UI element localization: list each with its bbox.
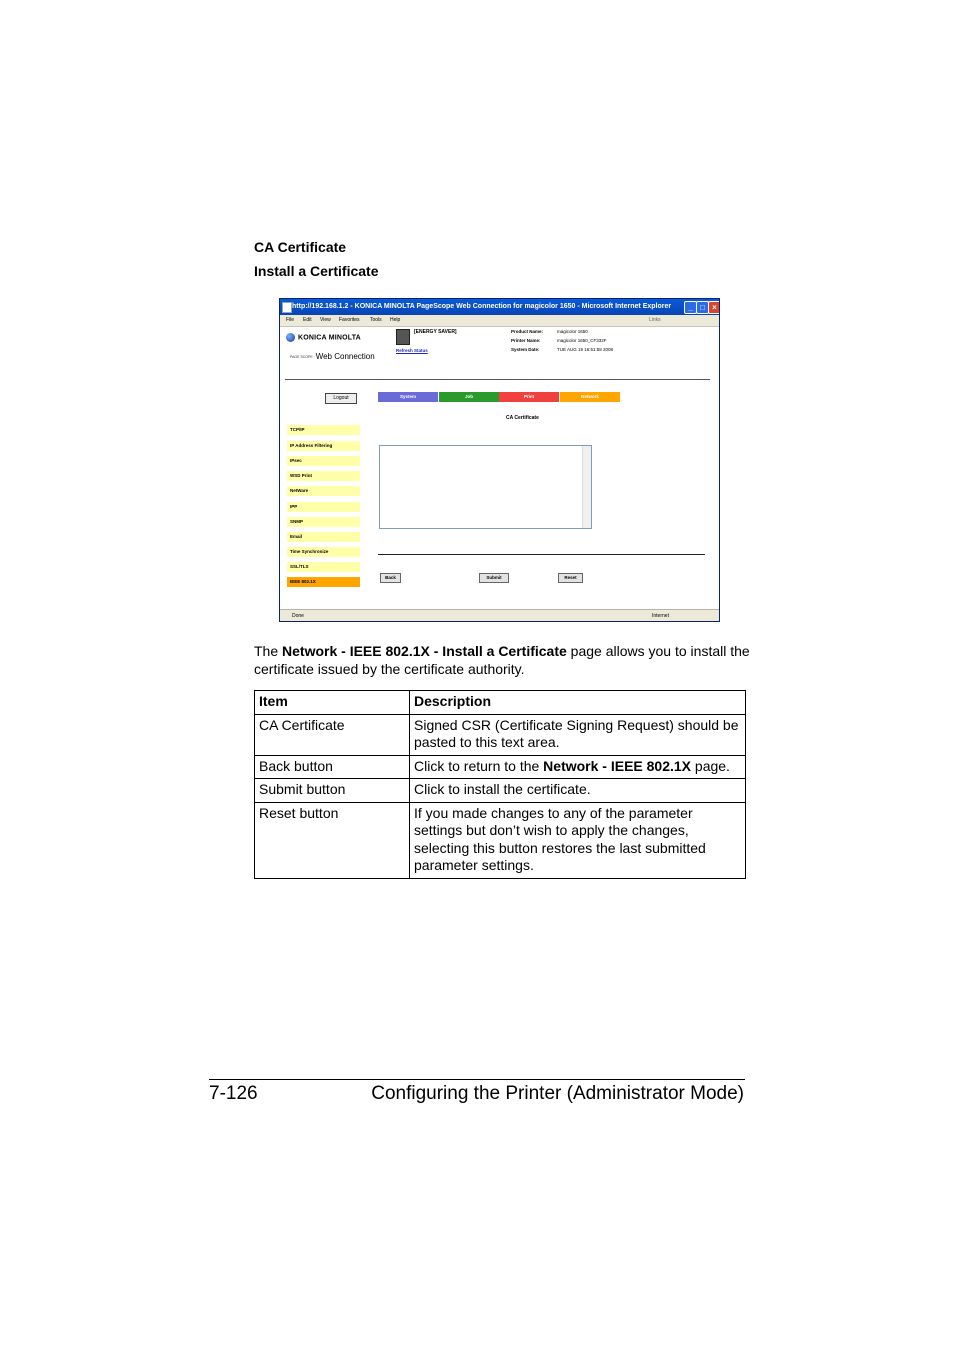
table-cell-item: Back button xyxy=(255,755,410,779)
table-cell-item: CA Certificate xyxy=(255,714,410,755)
menu-favorites[interactable]: Favorites xyxy=(339,317,360,323)
logout-button[interactable]: Logout xyxy=(325,393,357,404)
maximize-icon[interactable]: □ xyxy=(696,301,709,314)
printer-name-row: Printer Name: magicolor 1650_CF332F xyxy=(511,338,607,343)
sidebar-item-ip-address-filtering[interactable]: IP Address Filtering xyxy=(287,441,360,451)
sidebar-item-tcpip[interactable]: TCP/IP xyxy=(287,425,360,435)
description-paragraph: The Network - IEEE 802.1X - Install a Certificate page allows you to install the certificate issued by the certificate authority. xyxy=(254,643,750,677)
textarea-scrollbar[interactable] xyxy=(582,446,591,528)
pagescope-mark: PAGE SCOPE xyxy=(290,354,313,359)
konica-minolta-logo: KONICA MINOLTA xyxy=(286,333,361,342)
status-done: Done xyxy=(292,613,304,619)
tab-system[interactable]: System xyxy=(378,392,438,402)
sidebar-item-wsd-print[interactable]: WSD Print xyxy=(287,471,360,481)
window-title: http://192.168.1.2 - KONICA MINOLTA PageScope Web Connection for magicolor 1650 - Microsoft Internet Explorer xyxy=(292,303,672,310)
footer-rule xyxy=(209,1079,745,1080)
back-button[interactable]: Back xyxy=(380,573,401,583)
table-row xyxy=(255,779,746,803)
links-label[interactable]: Links xyxy=(649,317,661,323)
tab-job[interactable]: Job xyxy=(439,392,499,402)
tab-network[interactable]: Network xyxy=(560,392,620,402)
reset-button[interactable]: Reset xyxy=(558,573,583,583)
status-bar xyxy=(280,609,719,622)
table-cell-description: Click to install the certificate. xyxy=(410,779,746,803)
system-date-row: System Date: TUE AUG 19 16:51:58 2008 xyxy=(511,347,614,352)
sidebar-item-time-synchronize[interactable]: Time Synchronize xyxy=(287,547,360,557)
globe-icon xyxy=(286,333,295,342)
refresh-status-link[interactable]: Refresh Status xyxy=(396,348,428,353)
ca-certificate-textarea[interactable] xyxy=(379,445,592,529)
description-table xyxy=(254,690,746,879)
sidebar-item-email[interactable]: Email xyxy=(287,532,360,542)
close-icon[interactable]: × xyxy=(708,301,720,314)
table-cell-item: Submit button xyxy=(255,779,410,803)
energy-saver-status: [ENERGY SAVER] xyxy=(414,329,457,335)
menu-tools[interactable]: Tools xyxy=(370,317,382,323)
menu-bar xyxy=(280,315,719,327)
table-row xyxy=(255,802,746,878)
header-divider xyxy=(285,379,710,380)
menu-edit[interactable]: Edit xyxy=(303,317,312,323)
footer-title: Configuring the Printer (Administrator Mode) xyxy=(371,1083,744,1104)
column-header-description: Description xyxy=(410,691,746,715)
subsection-heading: Install a Certificate xyxy=(254,263,379,279)
table-cell-description: Click to return to the Network - IEEE 802.1X page. xyxy=(410,755,746,779)
sidebar-item-netware[interactable]: NetWare xyxy=(287,486,360,496)
column-header-item: Item xyxy=(255,691,410,715)
table-header-row xyxy=(255,691,746,715)
sidebar-item-ieee-8021x[interactable]: IEEE 802.1X xyxy=(287,577,360,587)
status-zone: Internet xyxy=(652,613,669,619)
menu-view[interactable]: View xyxy=(320,317,331,323)
table-row xyxy=(255,714,746,755)
ie-icon xyxy=(282,302,292,313)
page-number: 7-126 xyxy=(209,1083,258,1104)
table-cell-description: Signed CSR (Certificate Signing Request) should be pasted to this text area. xyxy=(410,714,746,755)
sidebar-item-ssl-tls[interactable]: SSL/TLS xyxy=(287,562,360,572)
section-heading: CA Certificate xyxy=(254,239,347,255)
submit-button[interactable]: Submit xyxy=(479,573,509,583)
menu-file[interactable]: File xyxy=(286,317,295,323)
printer-icon xyxy=(396,329,410,345)
table-row xyxy=(255,755,746,779)
page-title: CA Certificate xyxy=(506,415,539,421)
table-cell-item: Reset button xyxy=(255,802,410,878)
menu-help[interactable]: Help xyxy=(390,317,401,323)
window-titlebar xyxy=(280,299,719,315)
table-cell-description: If you made changes to any of the parameter settings but don’t wish to apply the changes, selecting this button restores the last submitted parameter settings. xyxy=(410,802,746,878)
sidebar-item-ipp[interactable]: IPP xyxy=(287,502,360,512)
tab-print[interactable]: Print xyxy=(499,392,559,402)
sidebar-item-ipsec[interactable]: IPsec xyxy=(287,456,360,466)
product-name-row: Product Name: magicolor 1650 xyxy=(511,329,588,334)
minimize-icon[interactable]: _ xyxy=(684,301,697,314)
web-connection-logo: PAGE SCOPE Web Connection xyxy=(290,352,375,361)
sidebar-item-snmp[interactable]: SNMP xyxy=(287,517,360,527)
form-divider xyxy=(378,554,705,555)
browser-screenshot xyxy=(279,298,720,622)
